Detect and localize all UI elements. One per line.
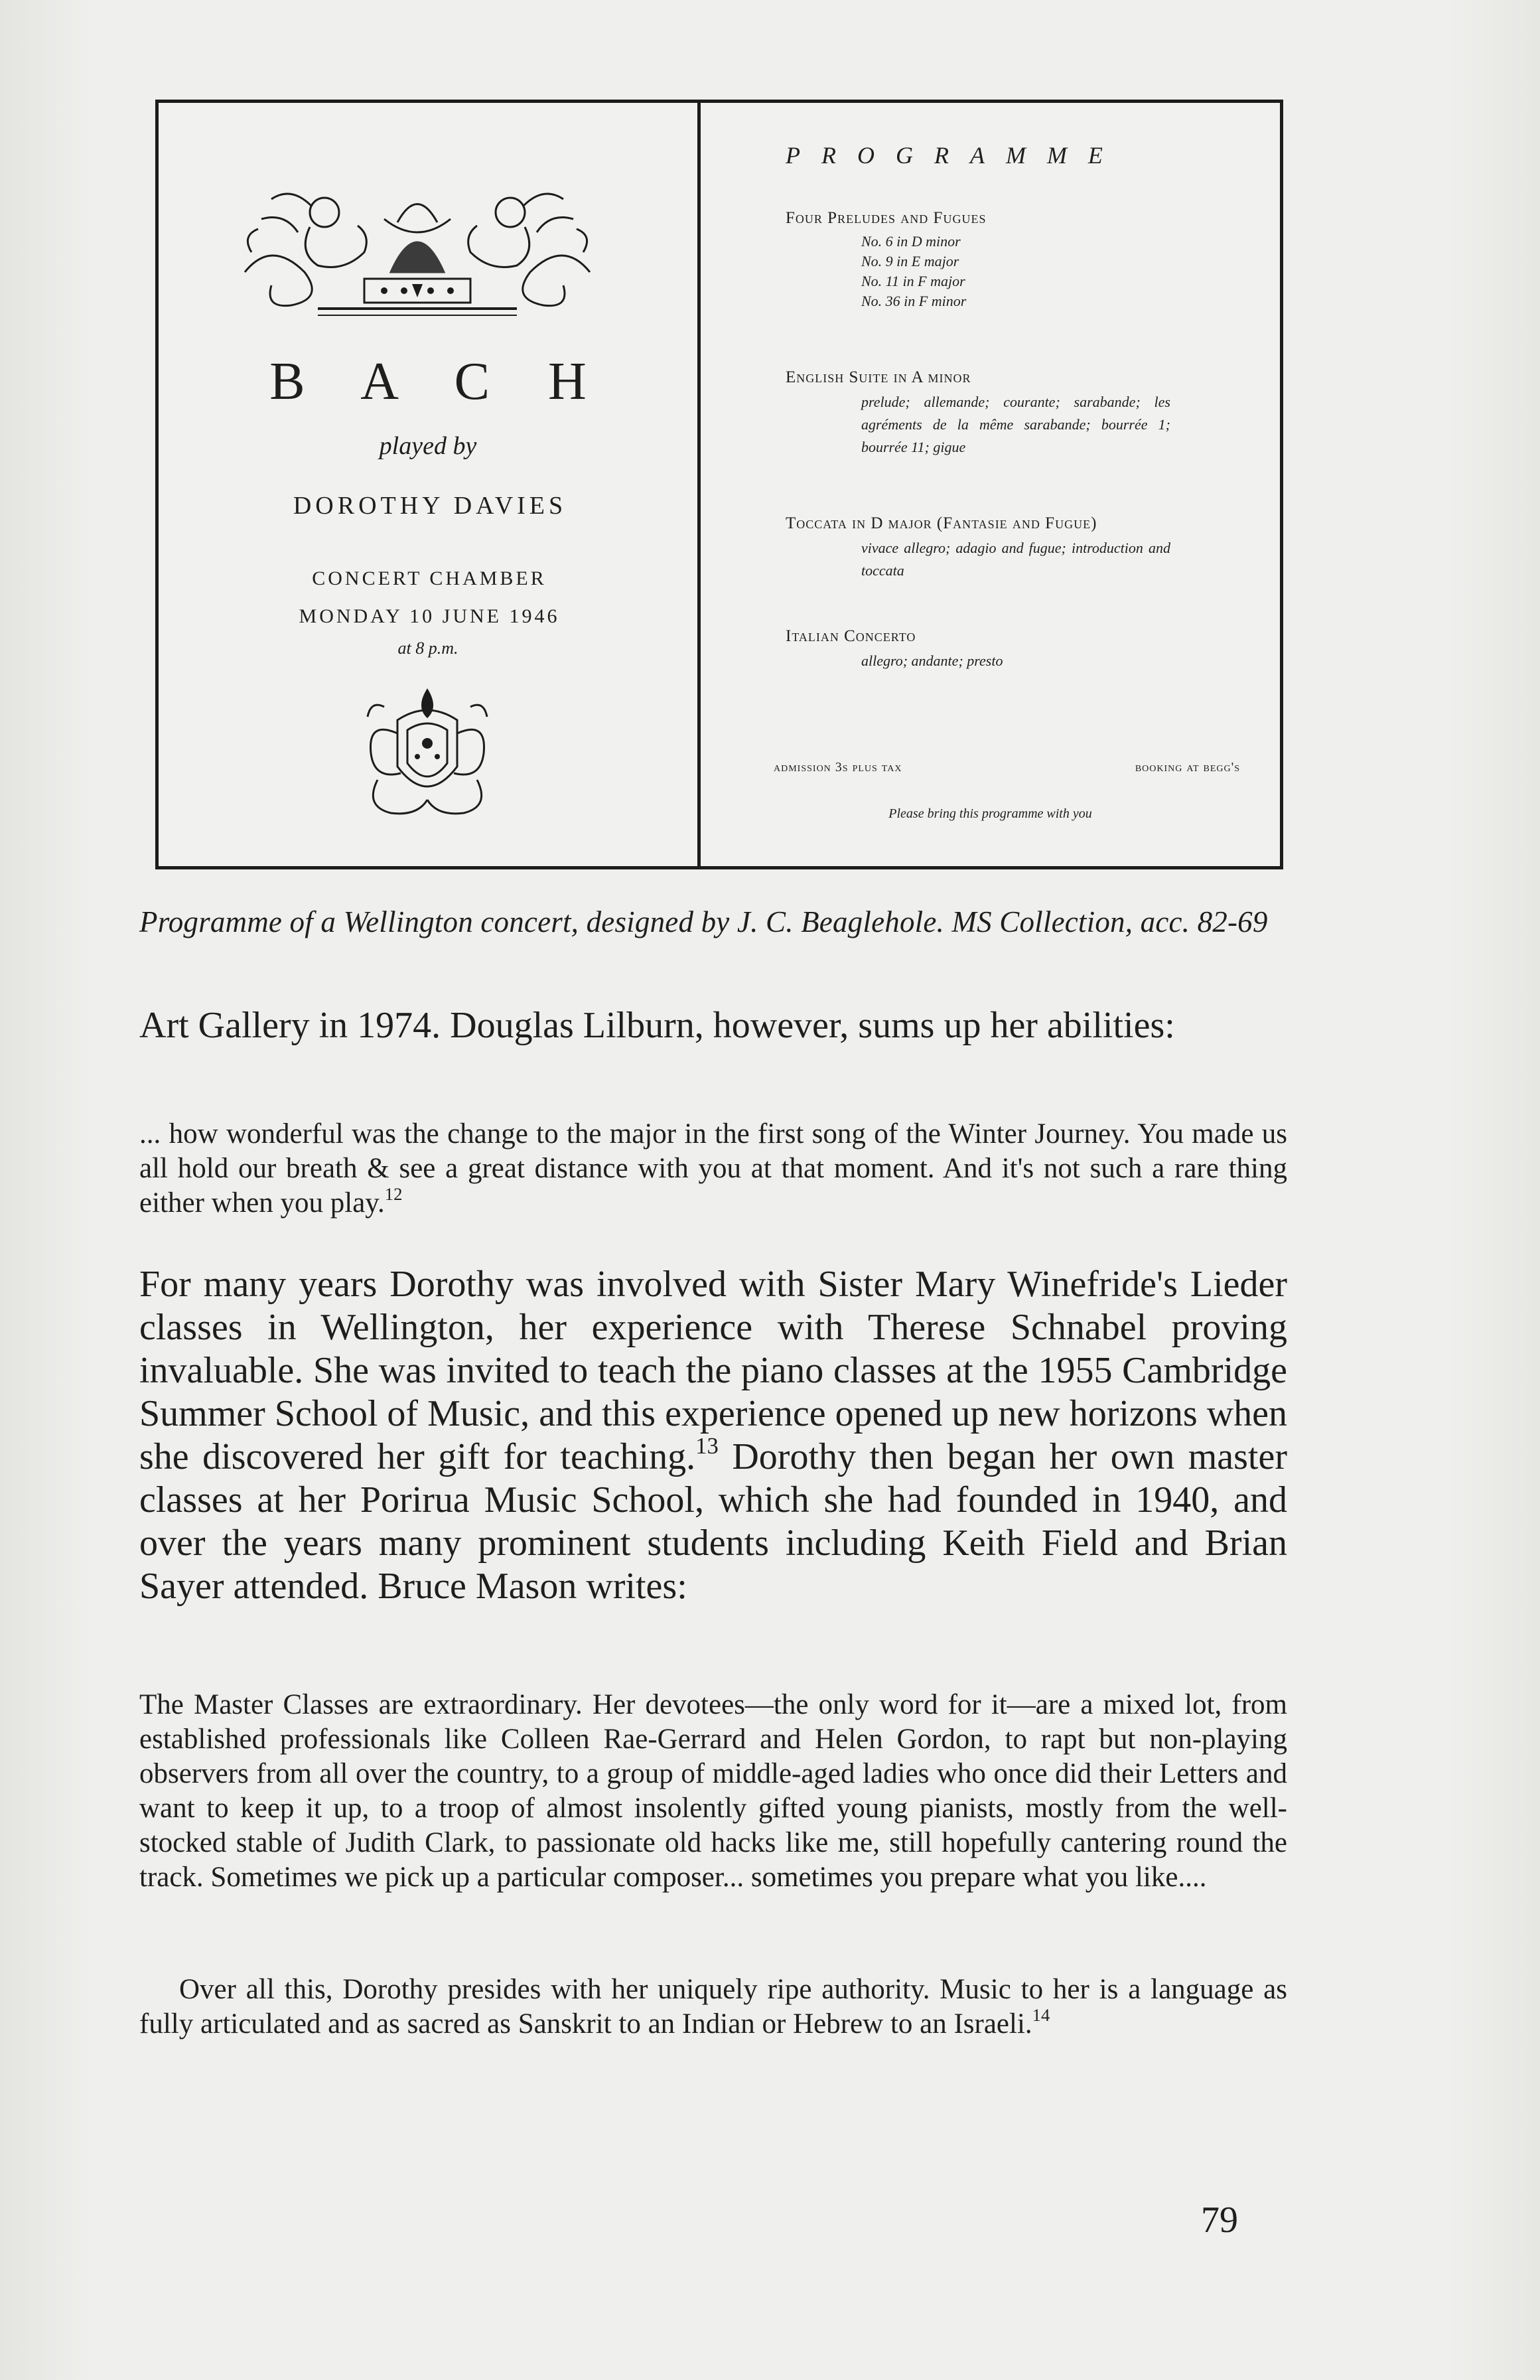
concert-programme-figure: [155, 100, 1283, 869]
work-list-item: No. 6 in D minor: [861, 233, 961, 250]
work-title: Italian Concerto: [786, 627, 916, 645]
concert-date: MONDAY 10 JUNE 1946: [299, 605, 560, 627]
work-list: [861, 232, 1184, 311]
work-title: Four Preludes and Fugues: [786, 209, 987, 227]
footnote-marker: 12: [384, 1184, 403, 1205]
block-quote: [139, 1972, 1287, 2042]
footnote-marker: 13: [695, 1432, 719, 1459]
programme-listing-panel: [701, 103, 1280, 866]
programme-work: [786, 627, 1184, 672]
block-quote: The Master Classes are extraordinary. Her devotees—the only word for it—are a mixed lot, from established professionals like Colleen Rae-Gerrard and Helen Gordon, to rapt but non-playing observers from all over the country, to a group of middle-aged ladies who once did their Letters and want to keep it up, to a troop of almost insolently gifted young pianists, mostly from the well-stocked stable of Judith Clark, to passionate old hacks like me, still hopefully cantering round the track. Sometimes we pick up a particular composer... sometimes you prepare what you like....: [139, 1689, 1287, 1893]
crest-ornament-icon: [351, 680, 504, 823]
figure-caption: Programme of a Wellington concert, designed by J. C. Beaglehole. MS Collection, acc. 82-69: [139, 905, 1268, 938]
body-paragraph: Art Gallery in 1974. Douglas Lilburn, however, sums up her abilities:: [139, 1005, 1175, 1046]
cherub-urn-ornament-icon: [232, 173, 603, 325]
venue-label: CONCERT CHAMBER: [312, 567, 547, 589]
paragraph-text: For many years Dorothy was involved with Sister Mary Winefride's Lieder classes in Wellington, her experience with Therese Schnabel proving invaluable. She was invited to teach the piano classes at the 1955 Cambridge Summer School of Music, and this experience opened up new horizons when she discovered her gift for teaching.: [139, 1264, 1287, 1477]
work-title: Toccata in D major (Fantasie and Fugue): [786, 514, 1097, 532]
work-title: English Suite in A minor: [786, 368, 971, 386]
programme-heading: PROGRAMME: [786, 142, 1124, 169]
work-list-item: No. 11 in F major: [861, 273, 965, 289]
programme-work: [786, 514, 1184, 582]
paragraph-text: Dorothy then began her own master classes at her Porirua Music School, which she had founded in 1940, and over the years many prominent students including Keith Field and Brian Sayer attended. Bruce Mason writes:: [139, 1436, 1287, 1607]
programme-work: [786, 368, 1184, 459]
work-list-item: No. 9 in E major: [861, 253, 959, 269]
booking-info: booking at begg's: [1135, 760, 1240, 775]
work-description: allegro; andante; presto: [861, 652, 1003, 669]
concert-time: at 8 p.m.: [397, 638, 458, 658]
played-by-label: played by: [379, 432, 477, 460]
quote-text: ... how wonderful was the change to the major in the first song of the Winter Journey. You made us all hold our breath & see a great distance with you at that moment. And it's not such a rare thing either when you play.: [139, 1118, 1287, 1219]
quote-text: Over all this, Dorothy presides with her uniquely ripe authority. Music to her is a language as fully articulated and as sacred as Sanskrit to an Indian or Hebrew to an Israeli.: [139, 1974, 1287, 2040]
body-paragraph: [139, 1263, 1287, 1608]
programme-cover-panel: [159, 103, 697, 866]
composer-title: B A C H: [269, 352, 609, 411]
work-description: vivace allegro; adagio and fugue; introduction and toccata: [861, 540, 1170, 579]
footnote-marker: 14: [1032, 2005, 1050, 2026]
page-number: 79: [1201, 2199, 1238, 2241]
programme-note: Please bring this programme with you: [888, 806, 1092, 821]
work-list-item: No. 36 in F minor: [861, 293, 967, 309]
performer-name: DOROTHY DAVIES: [293, 492, 567, 520]
block-quote: [139, 1117, 1287, 1221]
admission-price: admission 3s plus tax: [774, 760, 902, 775]
programme-work: [786, 209, 1184, 311]
work-description: prelude; allemande; courante; sarabande; les agréments de la même sarabande; bourrée 1; bourrée 11; gigue: [861, 394, 1170, 455]
